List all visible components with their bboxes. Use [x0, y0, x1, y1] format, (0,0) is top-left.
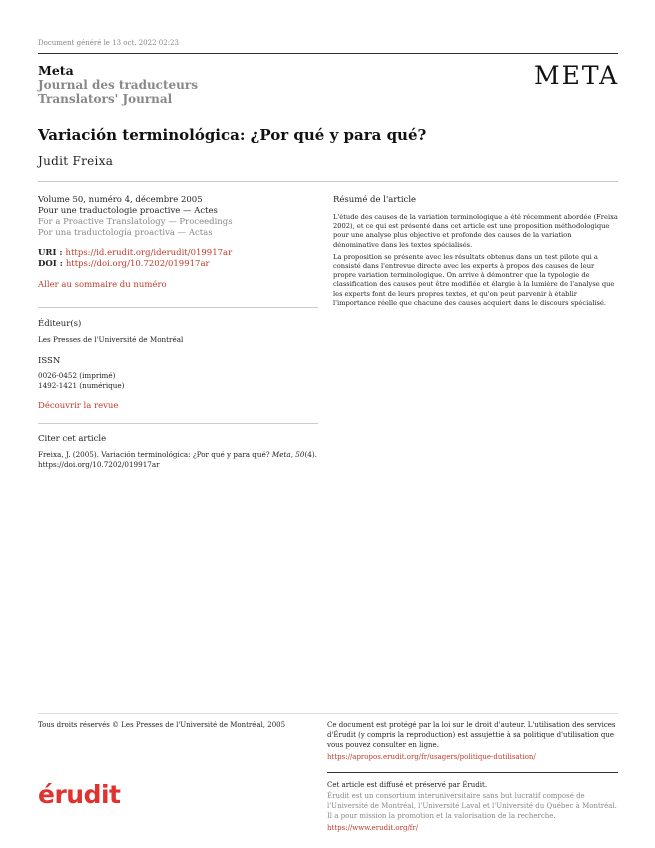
- abstract-column: [333, 195, 618, 311]
- abstract-paragraph-2: La proposition se présente avec les résultats obtenus dans un test pilote qui a consisté dans l'entrevue directe avec les experts à propos des causes de leur propre variation terminologique. On arrive à démontrer que la typologie de classification des causes peut être modifiée et élargie à la lumière de l'analyse que les experts font de leurs propres textes, et qu'on peut parvenir à établir l'importance réelle que chacune des causes acquiert dans le discours spécialisé.: [333, 252, 615, 307]
- doi-line: [38, 259, 318, 270]
- cite-doi[interactable]: https://doi.org/10.7202/019917ar: [38, 460, 160, 469]
- legal-text: Ce document est protégé par la loi sur le droit d'auteur. L'utilisation des services d'Érudit (y compris la reproduction) est assujettie à sa politique d'utilisation que vous pouvez consulter en ligne.: [327, 721, 616, 749]
- generated-date: Document généré le 13 oct. 2022 02:23: [38, 39, 179, 47]
- journal-name-fr: Journal des traducteurs: [38, 78, 198, 92]
- discover-link[interactable]: Découvrir la revue: [38, 401, 119, 411]
- copyright: Tous droits réservés © Les Presses de l'Université de Montréal, 2005: [38, 721, 286, 729]
- title-divider: [38, 181, 618, 182]
- uri-label: URI :: [38, 248, 66, 258]
- cite-text-main: Freixa, J. (2005). Variación terminológica: ¿Por qué y para qué?: [38, 450, 272, 459]
- legal-notice: [327, 720, 619, 762]
- journal-block: [38, 64, 198, 106]
- cite-heading: Citer cet article: [38, 434, 107, 444]
- doi-link[interactable]: https://doi.org/10.7202/019917ar: [65, 259, 210, 269]
- issn-print: 0026-0452 (imprimé): [38, 371, 116, 380]
- cite-issue: (4).: [304, 450, 317, 459]
- legal-link[interactable]: https://apropos.erudit.org/fr/usagers/politique-dutilisation/: [327, 753, 536, 761]
- summary-link[interactable]: Aller au sommaire du numéro: [38, 280, 167, 290]
- abstract-heading: Résumé de l'article: [333, 195, 417, 205]
- issue-title-en: For a Proactive Translatology — Proceedings: [38, 217, 233, 227]
- issn-heading: ISSN: [38, 356, 61, 366]
- cite-comma: ,: [290, 450, 296, 459]
- article-author: Judit Freixa: [38, 154, 114, 168]
- erudit-divider: [327, 772, 618, 773]
- issue-title-fr: Pour une traductologie proactive — Actes: [38, 206, 218, 216]
- left-divider-2: [38, 423, 318, 424]
- abstract-paragraph-1: L'étude des causes de la variation terminologique a été récemment abordée (Freixa 2002), et ce qui est présenté dans cet article est une proposition méthodologique pour une analyse plus objective et profonde des causes de la variation dénominative dans les textes spécialisés.: [333, 213, 618, 249]
- uri-line: [38, 248, 318, 259]
- erudit-logo: érudit: [38, 780, 121, 809]
- cite-volume: 50: [295, 450, 305, 459]
- erudit-heading: Cet article est diffusé et préservé par Érudit.: [327, 781, 488, 789]
- article-title: Variación terminológica: ¿Por qué y para qué?: [38, 126, 427, 144]
- meta-logo: MΕTA: [534, 61, 620, 90]
- uri-link[interactable]: https://id.erudit.org/iderudit/019917ar: [65, 248, 233, 258]
- footer-divider: [38, 713, 618, 714]
- erudit-info: [327, 780, 619, 833]
- erudit-description: Érudit est un consortium interuniversitaire sans but lucratif composé de l'Université de Montréal, l'Université Laval et l'Université du Québec à Montréal. Il a pour mission la promotion et la valorisation de la recherche.: [327, 792, 617, 820]
- top-divider: [38, 53, 618, 54]
- publisher-heading: Éditeur(s): [38, 319, 82, 329]
- cite-text: [38, 450, 328, 460]
- issn-digital: 1492-1421 (numérique): [38, 381, 125, 390]
- journal-name-en: Translators' Journal: [38, 92, 173, 106]
- issue-title-es: Por una traductología proactiva — Actas: [38, 228, 213, 238]
- publisher-name: Les Presses de l'Université de Montréal: [38, 335, 184, 344]
- doi-label: DOI :: [38, 259, 66, 269]
- cite-journal: Meta: [271, 450, 291, 459]
- erudit-link[interactable]: https://www.erudit.org/fr/: [327, 824, 419, 832]
- journal-name: Meta: [38, 63, 74, 78]
- left-column: [38, 195, 318, 469]
- issue-volume: Volume 50, numéro 4, décembre 2005: [38, 195, 203, 205]
- left-divider-1: [38, 307, 318, 308]
